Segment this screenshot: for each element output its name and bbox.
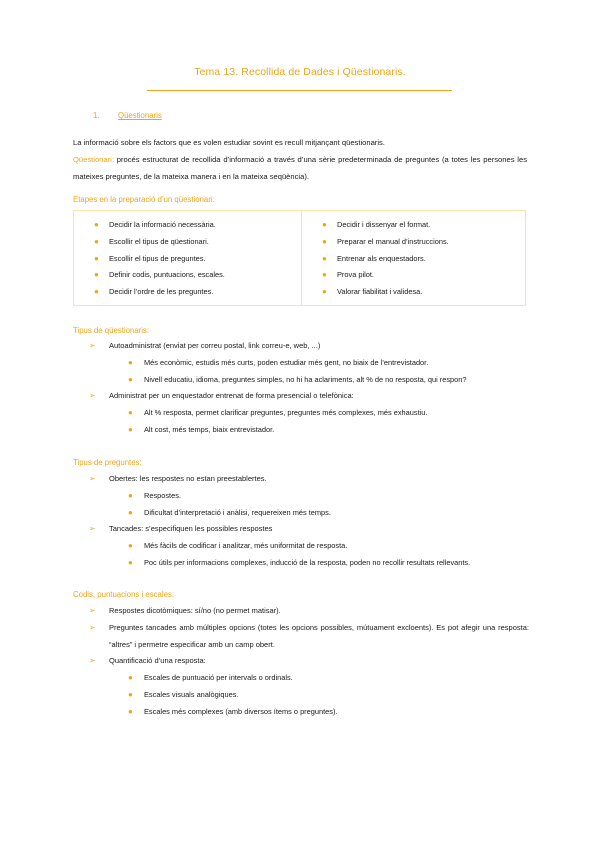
page-title: Tema 13. Recollida de Dades i Qüestionaris. bbox=[194, 66, 406, 78]
etapes-right-list bbox=[322, 217, 449, 301]
bullet-icon: ● bbox=[322, 236, 327, 246]
arrow-bullet-icon: ➢ bbox=[89, 474, 96, 483]
list-item: ➢ Administrat per un enquestador entrenat de forma presencial o telefònica: bbox=[73, 388, 533, 405]
list-item: ➢ Obertes: les respostes no estan preestablertes. bbox=[73, 471, 533, 488]
bullet-icon: ● bbox=[128, 374, 133, 384]
bullet-icon: ● bbox=[94, 236, 99, 246]
list-item: ● Definir codis, puntuacions, escales. bbox=[94, 267, 225, 284]
etapes-heading: Etapes en la preparació d’un qüestionari: bbox=[73, 195, 215, 204]
bullet-icon: ● bbox=[128, 689, 133, 699]
list-item: ● Escales més complexes (amb diversos ítems o preguntes). bbox=[73, 704, 533, 721]
tipus-preguntes-heading: Tipus de preguntes: bbox=[73, 458, 142, 467]
arrow-bullet-icon: ➢ bbox=[89, 391, 96, 401]
bullet-icon: ● bbox=[128, 408, 133, 418]
bullet-icon: ● bbox=[322, 253, 327, 263]
codis-heading: Codis, puntuacions i escales: bbox=[73, 590, 174, 599]
arrow-bullet-icon: ➢ bbox=[89, 656, 96, 666]
list-item: ➢ Autoadministrat (enviat per correu postal, link correu-e, web, ...) bbox=[73, 338, 533, 355]
list-item: ● Dificultat d’interpretació i anàlisi, requereixen més temps. bbox=[73, 505, 533, 522]
bullet-icon: ● bbox=[94, 253, 99, 263]
definition-text: procés estructurat de recollida d’informació a través d’una sèrie predeterminada de preguntes (a totes les persones les mateixes preguntes, de la mateixa manera i en la mateixa seqüència). bbox=[73, 155, 527, 181]
bullet-icon: ● bbox=[128, 541, 133, 551]
list-item: ● Decidir la informació necessària. bbox=[94, 217, 225, 234]
bullet-icon: ● bbox=[128, 357, 133, 367]
section-heading bbox=[93, 111, 162, 120]
list-item: ● Escollir el tipus de preguntes. bbox=[94, 251, 225, 268]
bullet-icon: ● bbox=[94, 270, 99, 280]
list-item: ● Entrenar als enquestadors. bbox=[322, 251, 449, 268]
list-item: ● Respostes. bbox=[73, 488, 533, 505]
list-item: ● Alt cost, més temps, biaix entrevistador. bbox=[73, 422, 533, 439]
bullet-icon: ● bbox=[322, 220, 327, 229]
arrow-bullet-icon: ➢ bbox=[89, 341, 96, 350]
list-item: ● Preparar el manual d’instruccions. bbox=[322, 234, 449, 251]
bullet-icon: ● bbox=[128, 507, 133, 517]
section-number: 1. bbox=[93, 111, 100, 120]
etapes-divider bbox=[301, 211, 302, 305]
etapes-table bbox=[73, 210, 526, 306]
list-item: ● Més fàcils de codificar i analitzar, més uniformitat de resposta. bbox=[73, 538, 533, 555]
list-item: ● Escales visuals analògiques. bbox=[73, 687, 533, 704]
etapes-left-list bbox=[94, 217, 225, 301]
bullet-icon: ● bbox=[94, 287, 99, 297]
list-item: ➢ Tancades: s’especifiquen les possibles respostes bbox=[73, 521, 533, 538]
list-item: ● Alt % resposta, permet clarificar preguntes, preguntes més complexes, més exhaustiu. bbox=[73, 405, 533, 422]
tipus-preguntes-list bbox=[73, 471, 533, 572]
bullet-icon: ● bbox=[94, 220, 99, 229]
list-item: ● Decidir i dissenyar el format. bbox=[322, 217, 449, 234]
list-item: ● Nivell educatiu, idioma, preguntes simples, no hi ha aclariments, alt % de no resposta, qui respon? bbox=[73, 372, 533, 389]
bullet-icon: ● bbox=[128, 706, 133, 716]
list-item: ● Més econòmic, estudis més curts, poden estudiar més gent, no biaix de l’entrevistador. bbox=[73, 355, 533, 372]
bullet-icon: ● bbox=[128, 673, 133, 683]
bullet-icon: ● bbox=[128, 424, 133, 434]
list-item: ➢ Quantificació d’una resposta: bbox=[73, 653, 533, 670]
title-underline bbox=[147, 90, 452, 91]
bullet-icon: ● bbox=[128, 490, 133, 500]
list-item: ● Decidir l’ordre de les preguntes. bbox=[94, 284, 225, 301]
list-item: ➢ Respostes dicotòmiques: sí/no (no permet matisar). bbox=[73, 603, 533, 620]
list-item: ● Escales de puntuació per intervals o ordinals. bbox=[73, 670, 533, 687]
arrow-bullet-icon: ➢ bbox=[89, 524, 96, 534]
list-item: ● Prova pilot. bbox=[322, 267, 449, 284]
section-label: Qüestionaris bbox=[118, 111, 162, 120]
list-item: ➢ Preguntes tancades amb múltiples opcions (totes les opcions possibles, mútuament excloents). Es pot afegir una resposta: “altres” i permetre especificar amb un camp obert. bbox=[73, 620, 533, 654]
codis-list bbox=[73, 603, 533, 721]
tipus-questionaris-list bbox=[73, 338, 533, 439]
tipus-questionaris-heading: Tipus de qüestionaris: bbox=[73, 326, 149, 335]
list-item: ● Poc útils per informacions complexes, inducció de la resposta, poden no recollir resultats rellevants. bbox=[73, 555, 533, 572]
list-item: ● Valorar fiabilitat i validesa. bbox=[322, 284, 449, 301]
bullet-icon: ● bbox=[322, 270, 327, 280]
arrow-bullet-icon: ➢ bbox=[89, 606, 96, 615]
list-item: ● Escollir el tipus de qüestionari. bbox=[94, 234, 225, 251]
definition-paragraph bbox=[73, 151, 527, 185]
bullet-icon: ● bbox=[322, 287, 327, 297]
intro-paragraph: La informació sobre els factors que es volen estudiar sovint es recull mitjançant qüestionaris. bbox=[73, 138, 385, 147]
arrow-bullet-icon: ➢ bbox=[89, 622, 96, 632]
bullet-icon: ● bbox=[128, 557, 133, 567]
definition-term: Qüestionari: bbox=[73, 155, 114, 164]
